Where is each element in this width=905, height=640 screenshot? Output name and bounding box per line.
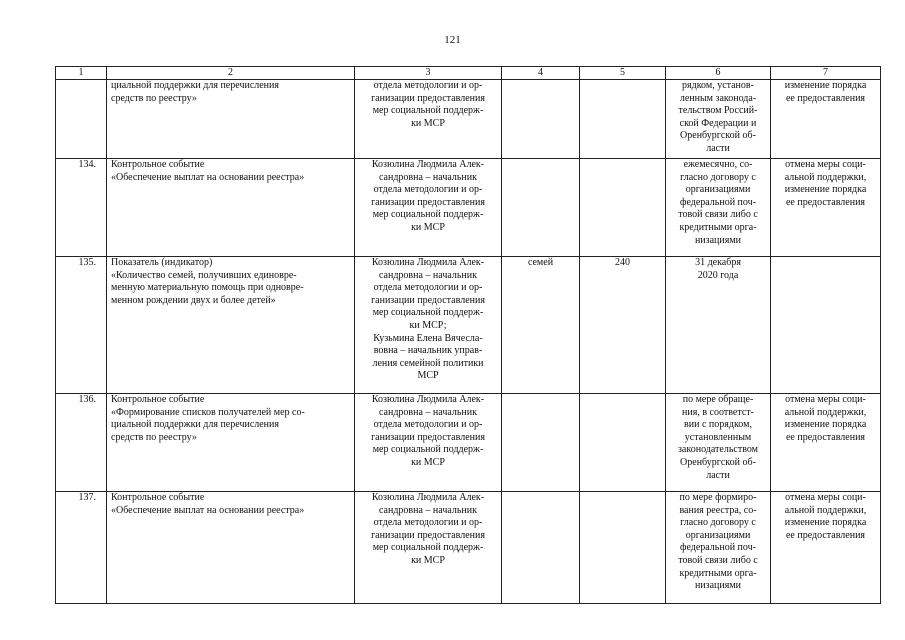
risk-note-line: отмена меры соци- xyxy=(785,159,866,170)
responsible-person-line: МСР xyxy=(417,370,439,382)
risk-note-line: альной поддержки, xyxy=(784,406,867,418)
event-name-cell xyxy=(107,80,355,159)
deadline-line: вания реестра, со- xyxy=(679,504,757,516)
responsible-person-line: Козюлина Людмила Алек- xyxy=(371,492,485,503)
responsible-person-line: вовна – начальник управ- xyxy=(373,345,483,357)
risk-note-line: ее предоставления xyxy=(785,196,866,208)
deadline-line: ежемесячно, со- xyxy=(683,159,753,170)
deadline-line: 2020 года xyxy=(697,269,739,281)
responsible-person-line: отдела методологии и ор- xyxy=(373,282,483,294)
risk-note-line: изменение порядка xyxy=(784,184,867,196)
event-name-line: средств по реестру» xyxy=(111,431,197,443)
responsible-person-cell xyxy=(355,394,502,492)
responsible-person-cell xyxy=(355,159,502,257)
deadline-line: ской Федерации и xyxy=(679,117,757,129)
risk-note-line: ее предоставления xyxy=(785,431,866,443)
risk-note-line: альной поддержки, xyxy=(784,504,867,516)
deadline-line: ласти xyxy=(706,469,730,481)
responsible-person-line: отдела методологии и ор- xyxy=(373,517,483,529)
table-row xyxy=(56,257,881,394)
column-number-row xyxy=(56,67,881,80)
responsible-person-line: мер социальной поддерж- xyxy=(372,307,484,319)
responsible-person-line: ки МСР; xyxy=(409,319,447,331)
deadline-line: Оренбургской об- xyxy=(680,130,756,142)
column-header: 6 xyxy=(666,67,771,80)
responsible-person-line: Козюлина Людмила Алек- xyxy=(371,159,485,170)
indicator-value-cell xyxy=(580,492,666,604)
deadline-cell xyxy=(666,80,771,159)
responsible-person-cell xyxy=(355,492,502,604)
column-header: 7 xyxy=(771,67,881,80)
risk-note-cell xyxy=(771,257,881,394)
indicator-value-cell xyxy=(580,80,666,159)
page-number: 121 xyxy=(444,34,461,46)
table-body xyxy=(56,80,881,604)
responsible-person-line: отдела методологии и ор- xyxy=(373,80,483,91)
deadline-line: низациями xyxy=(694,580,742,592)
responsible-person-line: Козюлина Людмила Алек- xyxy=(371,394,485,405)
risk-note-cell xyxy=(771,159,881,257)
event-name-line: Контрольное событие xyxy=(111,159,205,170)
event-name-line: менную материальную помощь при одновре- xyxy=(111,282,304,294)
table-row xyxy=(56,492,881,604)
risk-note-line: изменение порядка xyxy=(784,419,867,431)
responsible-person-line: ганизации предоставления xyxy=(371,196,485,208)
event-name-line: Показатель (индикатор) xyxy=(111,257,213,268)
risk-note-line: изменение порядка xyxy=(784,80,867,91)
responsible-person-line: ганизации предоставления xyxy=(371,294,485,306)
responsible-person-line: мер социальной поддерж- xyxy=(372,542,484,554)
deadline-cell xyxy=(666,257,771,394)
column-header: 5 xyxy=(580,67,666,80)
risk-note-line: ее предоставления xyxy=(785,92,866,104)
responsible-person-cell xyxy=(355,80,502,159)
deadline-cell xyxy=(666,394,771,492)
responsible-person-line: сандровна – начальник xyxy=(378,504,477,516)
deadline-line: товой связи либо с xyxy=(678,209,758,221)
column-header: 4 xyxy=(502,67,580,80)
responsible-person-line: ганизации предоставления xyxy=(371,529,485,541)
deadline-line: ленным законода- xyxy=(679,92,757,104)
deadline-line: тельством Россий- xyxy=(678,105,758,117)
deadline-line: Оренбургской об- xyxy=(680,456,756,468)
responsible-person-line: ганизации предоставления xyxy=(371,431,485,443)
deadline-line: по мере обраще- xyxy=(682,394,754,405)
responsible-person-line: мер социальной поддерж- xyxy=(372,105,484,117)
responsible-person-line: ки МСР xyxy=(411,456,445,468)
deadline-cell xyxy=(666,492,771,604)
risk-note-line: отмена меры соци- xyxy=(785,394,866,405)
deadline-line: кредитными орга- xyxy=(679,221,757,233)
risk-note-cell xyxy=(771,492,881,604)
responsible-person-line: отдела методологии и ор- xyxy=(373,419,483,431)
row-number-cell: 135. xyxy=(56,257,107,394)
risk-note-cell xyxy=(771,80,881,159)
unit-of-measure-cell xyxy=(502,492,580,604)
event-name-line: средств по реестру» xyxy=(111,92,197,104)
event-name-line: «Формирование списков получателей мер со- xyxy=(111,406,305,418)
responsible-person-line: сандровна – начальник xyxy=(378,171,477,183)
responsible-person-line: ки МСР xyxy=(411,221,445,233)
responsible-person-line: ки МСР xyxy=(411,554,445,566)
indicator-value-cell xyxy=(580,394,666,492)
responsible-person-line: ления семейной политики xyxy=(372,357,484,369)
deadline-line: низациями xyxy=(694,234,742,246)
deadline-line: организациями xyxy=(685,184,751,196)
event-name-line: «Обеспечение выплат на основании реестра» xyxy=(111,171,305,183)
event-name-line: «Количество семей, получивших единовре- xyxy=(111,269,297,281)
deadline-line: законодательством xyxy=(677,444,759,456)
column-header: 2 xyxy=(107,67,355,80)
responsible-person-cell xyxy=(355,257,502,394)
event-name-line: Контрольное событие xyxy=(111,492,205,503)
deadline-line: федеральной поч- xyxy=(679,196,757,208)
deadline-line: ния, в соответст- xyxy=(682,406,754,418)
deadline-line: гласно договору с xyxy=(680,517,756,529)
deadline-line: кредитными орга- xyxy=(679,567,757,579)
deadline-line: по мере формиро- xyxy=(679,492,757,503)
event-name-cell xyxy=(107,257,355,394)
row-number-cell xyxy=(56,80,107,159)
event-name-line: Контрольное событие xyxy=(111,394,205,405)
risk-note-line: изменение порядка xyxy=(784,517,867,529)
deadline-line: 31 декабря xyxy=(695,257,741,268)
unit-of-measure-cell xyxy=(502,394,580,492)
event-name-cell xyxy=(107,159,355,257)
table-row xyxy=(56,394,881,492)
responsible-person-line: мер социальной поддерж- xyxy=(372,209,484,221)
deadline-line: товой связи либо с xyxy=(678,554,758,566)
deadline-line: организациями xyxy=(685,529,751,541)
row-number-cell: 134. xyxy=(56,159,107,257)
plan-table xyxy=(55,66,881,604)
responsible-person-line: Козюлина Людмила Алек- xyxy=(371,257,485,268)
event-name-line: циальной поддержки для перечисления xyxy=(111,419,279,431)
row-number-cell: 137. xyxy=(56,492,107,604)
table-row xyxy=(56,159,881,257)
indicator-value-cell xyxy=(580,159,666,257)
column-header: 3 xyxy=(355,67,502,80)
unit-of-measure-cell xyxy=(502,159,580,257)
deadline-cell xyxy=(666,159,771,257)
unit-of-measure-cell: семей xyxy=(502,257,580,394)
unit-of-measure-cell xyxy=(502,80,580,159)
event-name-line: «Обеспечение выплат на основании реестра» xyxy=(111,504,305,516)
responsible-person-line: Кузьмина Елена Вячесла- xyxy=(373,332,483,344)
risk-note-line: альной поддержки, xyxy=(784,171,867,183)
indicator-value-cell: 240 xyxy=(580,257,666,394)
risk-note-cell xyxy=(771,394,881,492)
deadline-line: установленным xyxy=(684,431,752,443)
event-name-cell xyxy=(107,394,355,492)
event-name-line: циальной поддержки для перечисления xyxy=(111,80,279,91)
row-number-cell: 136. xyxy=(56,394,107,492)
event-name-cell xyxy=(107,492,355,604)
risk-note-line: ее предоставления xyxy=(785,529,866,541)
column-header: 1 xyxy=(56,67,107,80)
deadline-line: рядком, установ- xyxy=(682,80,754,91)
responsible-person-line: ганизации предоставления xyxy=(371,92,485,104)
table-row xyxy=(56,80,881,159)
deadline-line: вии с порядком, xyxy=(684,419,752,431)
risk-note-line: отмена меры соци- xyxy=(785,492,866,503)
responsible-person-line: мер социальной поддерж- xyxy=(372,444,484,456)
responsible-person-line: сандровна – начальник xyxy=(378,406,477,418)
responsible-person-line: отдела методологии и ор- xyxy=(373,184,483,196)
event-name-line: менном рождении двух и более детей» xyxy=(111,294,276,306)
deadline-line: гласно договору с xyxy=(680,171,756,183)
deadline-line: федеральной поч- xyxy=(679,542,757,554)
responsible-person-line: ки МСР xyxy=(411,117,445,129)
deadline-line: ласти xyxy=(706,142,730,154)
responsible-person-line: сандровна – начальник xyxy=(378,269,477,281)
